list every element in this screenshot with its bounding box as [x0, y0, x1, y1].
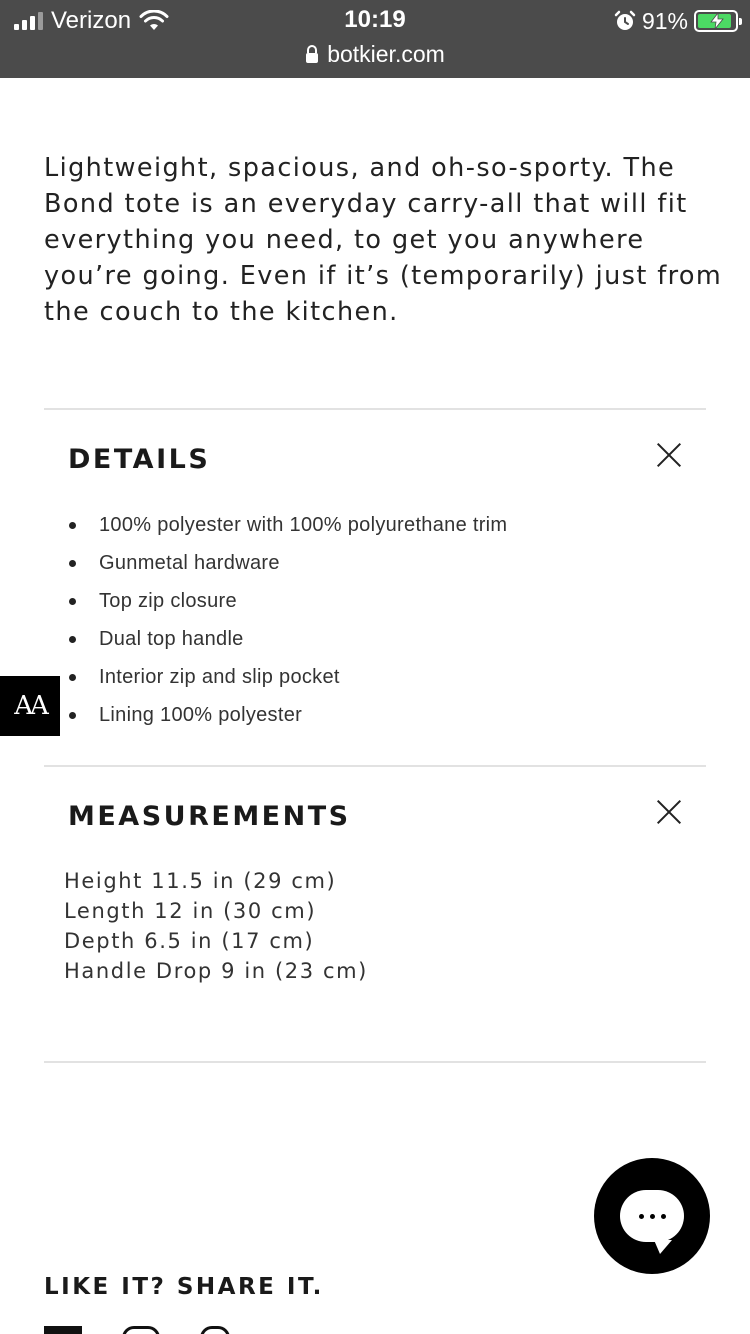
accessibility-button[interactable]: AA [0, 676, 60, 736]
clock-time: 10:19 [344, 6, 406, 33]
chat-button[interactable] [594, 1158, 710, 1274]
divider [44, 1061, 706, 1063]
bullet-icon [69, 636, 76, 643]
list-item [66, 544, 686, 582]
details-title[interactable]: DETAILS [68, 444, 211, 475]
share-link-icon[interactable] [200, 1326, 230, 1334]
list-item-text: Lining 100% polyester [99, 703, 303, 726]
bullet-icon [69, 560, 76, 567]
alarm-icon [614, 10, 636, 32]
list-item-text: Interior zip and slip pocket [99, 665, 340, 688]
measurements-title[interactable]: MEASUREMENTS [68, 801, 351, 832]
bullet-icon [69, 674, 76, 681]
details-list [66, 506, 686, 734]
lock-icon [305, 45, 319, 63]
list-item-text: Dual top handle [99, 627, 244, 650]
measurement-height: Height 11.5 in (29 cm) [64, 869, 337, 893]
status-bar [0, 0, 750, 78]
bullet-icon [69, 712, 76, 719]
bullet-icon [69, 522, 76, 529]
measurement-depth: Depth 6.5 in (17 cm) [64, 929, 315, 953]
battery-percent: 91% [641, 7, 688, 34]
carrier-name: Verizon [51, 7, 132, 34]
share-icons [44, 1326, 230, 1334]
measurements-close-icon[interactable] [656, 799, 682, 825]
url-text: botkier.com [327, 40, 445, 67]
details-close-icon[interactable] [656, 442, 682, 468]
charging-bolt-icon [710, 13, 724, 29]
chat-bubble-icon [620, 1190, 684, 1242]
battery-icon [694, 10, 738, 32]
list-item [66, 620, 686, 658]
list-item [66, 582, 686, 620]
list-item [66, 658, 686, 696]
facebook-icon[interactable] [44, 1326, 82, 1334]
share-title: LIKE IT? SHARE IT. [44, 1274, 324, 1300]
divider [44, 408, 706, 410]
list-item-text: Top zip closure [99, 589, 237, 612]
product-description: Lightweight, spacious, and oh-so-sporty. The Bond tote is an everyday carry-all that will fit everything you need, to get you anywhere you’re going. Even if it’s (temporarily) just from the couch to the kitchen. [44, 153, 723, 327]
list-item [66, 506, 686, 544]
bullet-icon [69, 598, 76, 605]
address-bar[interactable] [0, 38, 750, 70]
measurement-length: Length 12 in (30 cm) [64, 899, 317, 923]
list-item-text: 100% polyester with 100% polyurethane trim [99, 513, 508, 536]
divider [44, 765, 706, 767]
measurement-handle-drop: Handle Drop 9 in (23 cm) [64, 959, 368, 983]
list-item [66, 696, 686, 734]
status-right [614, 6, 738, 36]
measurements-list [64, 866, 664, 986]
list-item-text: Gunmetal hardware [99, 551, 280, 574]
pinterest-icon[interactable] [122, 1326, 160, 1334]
